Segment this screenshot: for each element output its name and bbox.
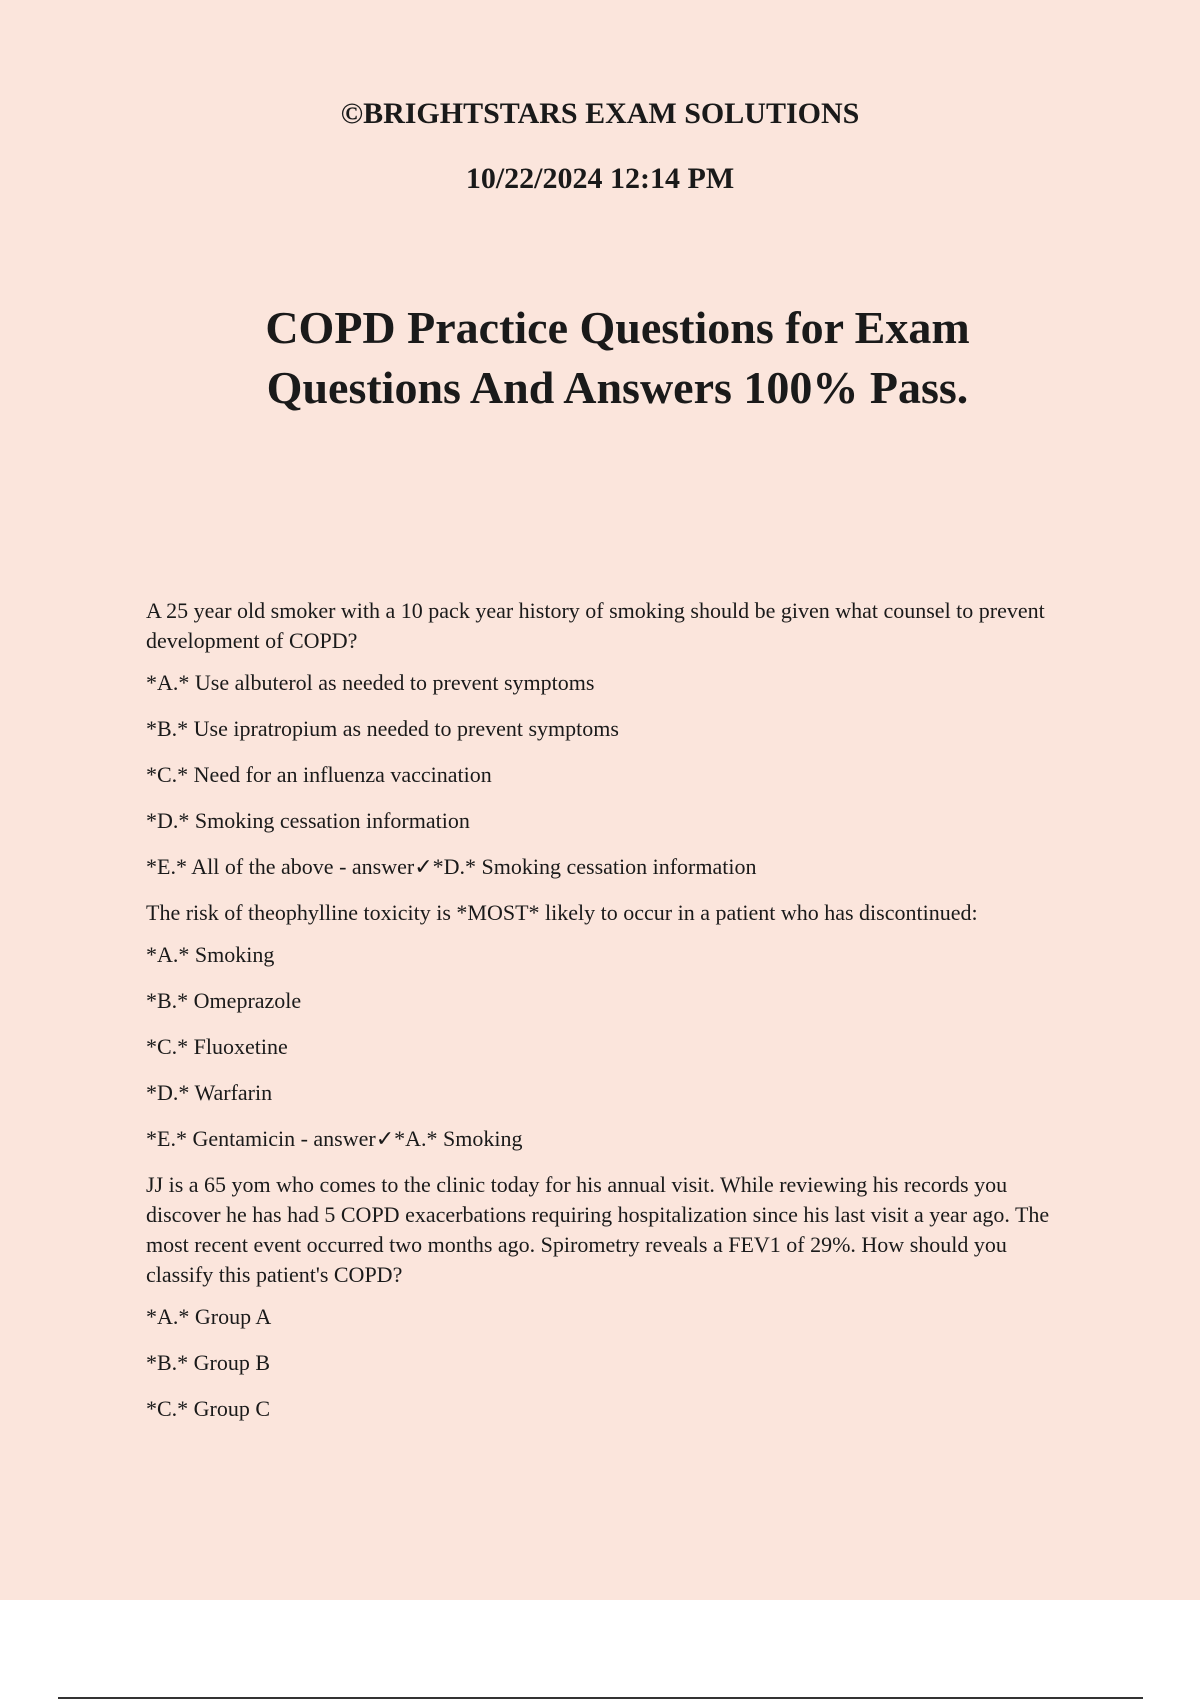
title-line-2: Questions And Answers 100% Pass. <box>266 362 969 413</box>
question-3-option-b: *B.* Group B <box>146 1350 271 1375</box>
question-3-option-c: *C.* Group C <box>146 1396 271 1421</box>
header-datetime: 10/22/2024 12:14 PM <box>465 162 735 195</box>
question-2-option-d: *D.* Warfarin <box>146 1080 273 1105</box>
question-1-option-d: *D.* Smoking cessation information <box>146 808 470 833</box>
title-line-1: COPD Practice Questions for Exam <box>265 302 970 353</box>
question-1-option-b: *B.* Use ipratropium as needed to prevent symptoms <box>146 716 619 741</box>
question-1-option-c: *C.* Need for an influenza vaccination <box>146 762 492 787</box>
question-2: The risk of theophylline toxicity is *MOST* likely to occur in a patient who has discontinued: <box>146 900 978 925</box>
question-2-option-c: *C.* Fluoxetine <box>146 1034 288 1059</box>
question-1-option-a: *A.* Use albuterol as needed to prevent symptoms <box>146 670 595 695</box>
question-2-option-a: *A.* Smoking <box>146 942 275 967</box>
footer-divider <box>58 1697 1143 1699</box>
question-2-option-e-answer: *E.* Gentamicin - answer✓*A.* Smoking <box>146 1126 523 1151</box>
question-1: A 25 year old smoker with a 10 pack year history of smoking should be given what counsel to prevent development of COPD? <box>146 598 1045 653</box>
question-3: JJ is a 65 yom who comes to the clinic today for his annual visit. While reviewing his records you discover he has had 5 COPD exacerbations requiring hospitalization since his last visit a year ago. The most recent event occurred two months ago. Spirometry reveals a FEV1 of 29%. How should you classify this patient's COPD? <box>146 1172 1050 1287</box>
document-title <box>0 298 1200 418</box>
question-list <box>146 596 1076 1440</box>
header-company: ©BRIGHTSTARS EXAM SOLUTIONS <box>340 97 860 130</box>
question-2-option-b: *B.* Omeprazole <box>146 988 302 1013</box>
question-1-option-e-answer: *E.* All of the above - answer✓*D.* Smoking cessation information <box>146 854 757 879</box>
question-3-option-a: *A.* Group A <box>146 1304 272 1329</box>
